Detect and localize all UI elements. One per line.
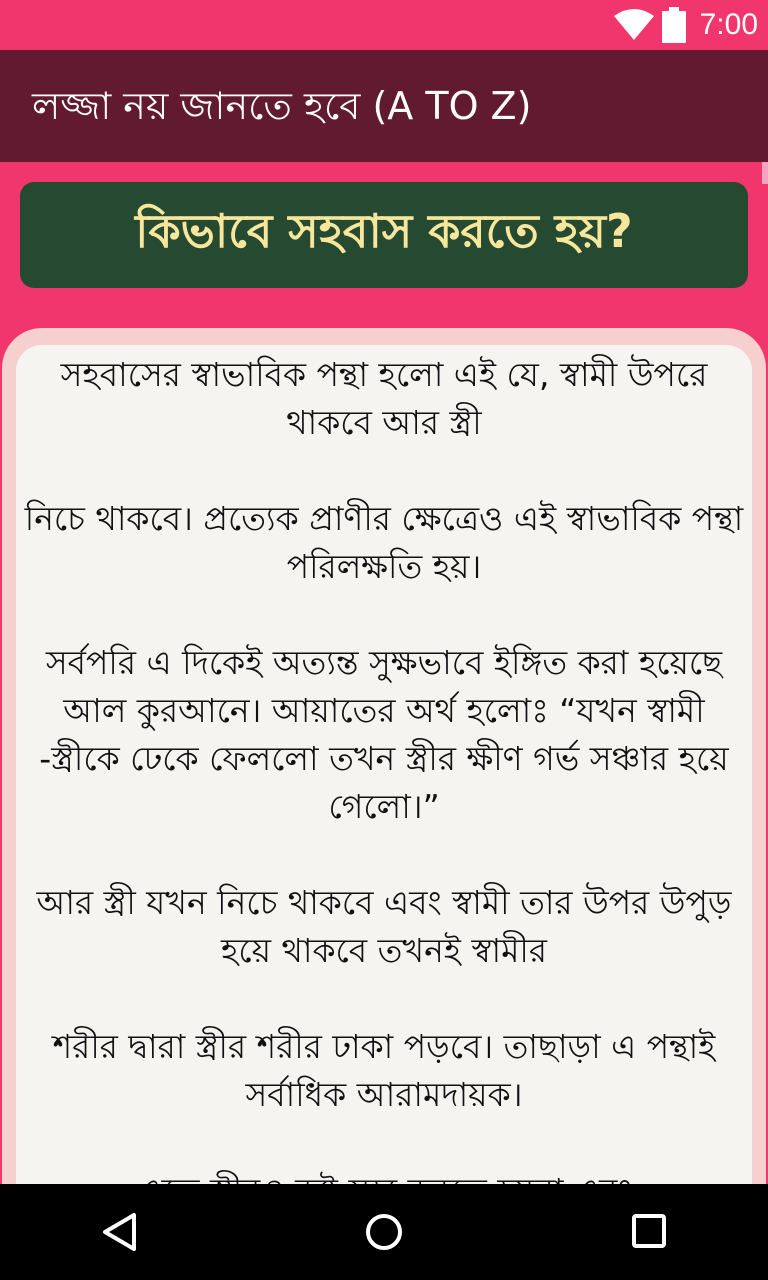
- app-bar: [0, 50, 768, 162]
- wifi-icon: [614, 8, 654, 44]
- app-title: লজ্জা নয় জানতে হবে (A TO Z): [32, 84, 532, 128]
- article-content[interactable]: [16, 345, 752, 1245]
- battery-icon: [662, 7, 686, 47]
- home-icon[interactable]: [364, 1212, 404, 1256]
- article-heading-box: [20, 182, 748, 288]
- paragraph: সহবাসের স্বাভাবিক পন্থা হলো এই যে, স্বামী উপরে থাকবে আর স্ত্রী: [60, 355, 708, 442]
- article-body: [16, 345, 752, 1215]
- recents-icon[interactable]: [630, 1212, 670, 1256]
- clock-time: 7:00: [699, 8, 758, 41]
- article-heading: কিভাবে সহবাস করতে হয়?: [135, 204, 633, 258]
- paragraph: আর স্ত্রী যখন নিচে থাকবে এবং স্বামী তার উপর উপুড় হয়ে থাকবে তখনই স্বামীর: [36, 883, 732, 970]
- scroll-indicator: [762, 162, 768, 184]
- status-bar: [0, 0, 768, 50]
- navigation-bar: [0, 1184, 768, 1280]
- paragraph: সর্বপরি এ দিকেই অত্যন্ত সুক্ষভাবে ইঙ্গিত করা হয়েছে আল কুরআনে। আয়াতের অর্থ হলোঃ “যখন স্বামী -স্ত্রীকে ঢেকে ফেললো তখন স্ত্রীর ক্ষীণ গর্ভ সঞ্চার হয়ে গেলো।”: [39, 643, 729, 826]
- paragraph: নিচে থাকবে। প্রত্যেক প্রাণীর ক্ষেত্রেও এই স্বাভাবিক পন্থা পরিলক্ষতি হয়।: [24, 499, 744, 586]
- paragraph: শরীর দ্বারা স্ত্রীর শরীর ঢাকা পড়বে। তাছাড়া এ পন্থাই সর্বাধিক আরামদায়ক।: [52, 1027, 716, 1114]
- back-icon[interactable]: [100, 1212, 140, 1256]
